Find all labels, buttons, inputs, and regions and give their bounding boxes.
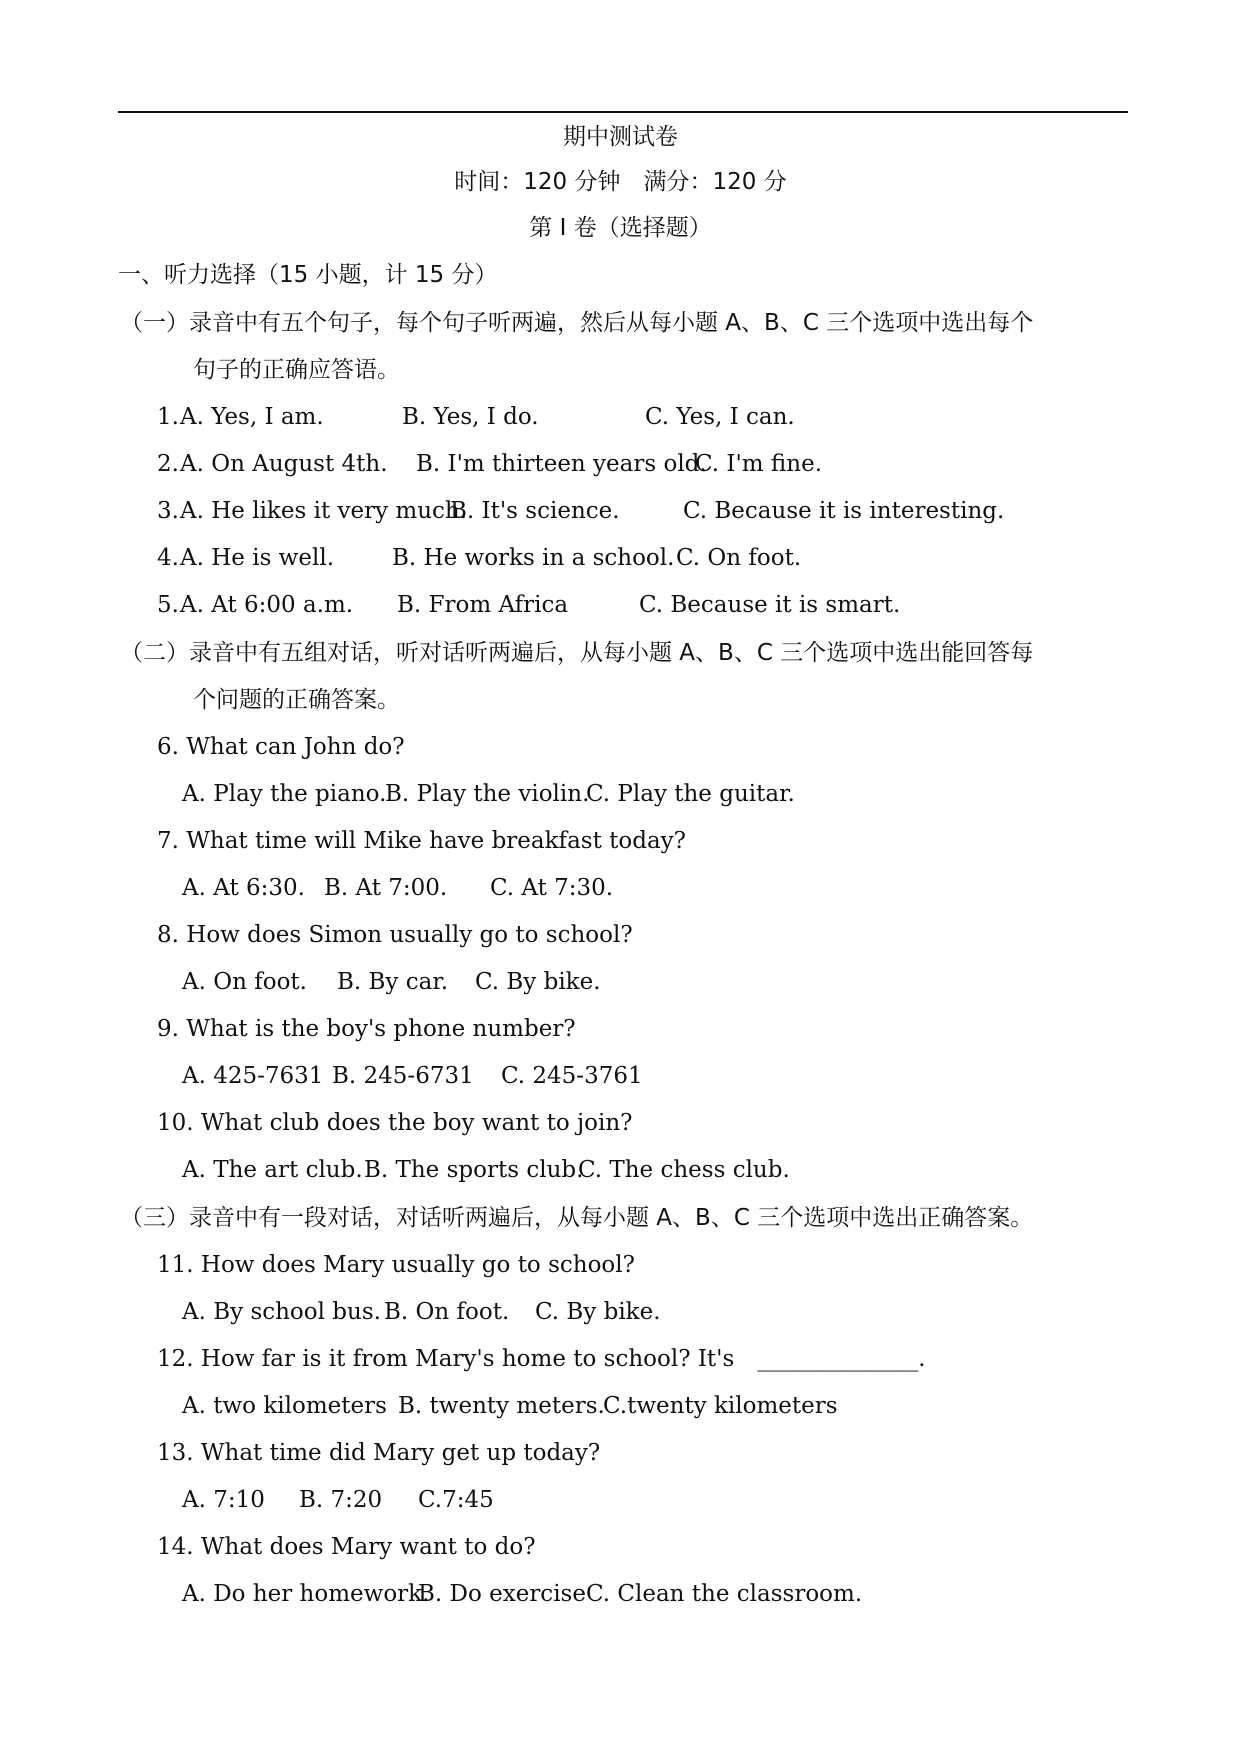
question-number: 1. xyxy=(157,404,179,430)
option-b: B. The sports club. xyxy=(364,1157,584,1183)
option-b: B. 7:20 xyxy=(299,1487,383,1513)
question-6: 6. What can John do? xyxy=(157,734,405,760)
option-c: C. The chess club. xyxy=(578,1157,790,1183)
part3-intro: （三）录音中有一段对话，对话听两遍后，从每小题 A、B、C 三个选项中选出正确答案。 xyxy=(120,1205,1034,1231)
question-7: 7. What time will Mike have breakfast today? xyxy=(157,828,686,854)
option-b: B. It's science. xyxy=(450,498,620,524)
options-12 xyxy=(182,1391,838,1421)
question-10: 10. What club does the boy want to join? xyxy=(157,1110,633,1136)
option-a: A. By school bus. xyxy=(182,1299,381,1325)
page-title: 期中测试卷 xyxy=(563,124,678,150)
option-b: B. Play the violin. xyxy=(385,781,590,807)
volume-title: 第 I 卷（选择题） xyxy=(529,215,712,241)
option-a: A. Yes, I am. xyxy=(180,404,324,430)
option-c: C. By bike. xyxy=(535,1299,661,1325)
section-heading: 一、听力选择（15 小题，计 15 分） xyxy=(118,262,498,288)
option-c: C. By bike. xyxy=(475,969,601,995)
option-b: B. Do exercise xyxy=(418,1581,586,1607)
options-6 xyxy=(182,779,795,809)
option-c: C. I'm fine. xyxy=(695,451,823,477)
option-b: B. I'm thirteen years old. xyxy=(416,451,707,477)
question-4 xyxy=(157,543,802,573)
option-c: C.twenty kilometers xyxy=(603,1393,838,1419)
question-8: 8. How does Simon usually go to school? xyxy=(157,922,633,948)
options-7 xyxy=(182,873,614,903)
option-c: C.7:45 xyxy=(418,1487,494,1513)
option-c: C. Because it is interesting. xyxy=(683,498,1005,524)
option-b: B. By car. xyxy=(337,969,449,995)
question-2 xyxy=(157,449,823,479)
question-13: 13. What time did Mary get up today? xyxy=(157,1440,601,1466)
question-9: 9. What is the boy's phone number? xyxy=(157,1016,576,1042)
part2-intro-cont: 个问题的正确答案。 xyxy=(193,687,400,713)
option-a: A. Do her homework. xyxy=(182,1581,430,1607)
option-c: C. Because it is smart. xyxy=(639,592,901,618)
exam-meta: 时间：120 分钟 满分：120 分 xyxy=(454,169,787,195)
option-a: A. At 6:00 a.m. xyxy=(180,592,354,618)
question-12: 12. How far is it from Mary's home to school? It's ______________. xyxy=(157,1346,926,1372)
option-b: B. twenty meters. xyxy=(398,1393,605,1419)
question-5 xyxy=(157,590,901,620)
options-10 xyxy=(182,1155,790,1185)
option-a: A. Play the piano. xyxy=(182,781,387,807)
option-b: B. On foot. xyxy=(384,1299,510,1325)
options-11 xyxy=(182,1297,661,1327)
question-14: 14. What does Mary want to do? xyxy=(157,1534,536,1560)
options-14 xyxy=(182,1579,863,1609)
options-9 xyxy=(182,1061,643,1091)
option-a: A. two kilometers xyxy=(182,1393,387,1419)
option-c: C. Clean the classroom. xyxy=(586,1581,863,1607)
question-number: 2. xyxy=(157,451,179,477)
question-11: 11. How does Mary usually go to school? xyxy=(157,1252,635,1278)
option-a: A. On foot. xyxy=(182,969,307,995)
option-a: A. 425-7631 xyxy=(182,1063,324,1089)
options-13 xyxy=(182,1485,494,1515)
option-a: A. 7:10 xyxy=(182,1487,265,1513)
top-rule xyxy=(118,111,1128,113)
option-c: C. At 7:30. xyxy=(490,875,614,901)
option-b: B. He works in a school. xyxy=(392,545,675,571)
option-c: C. Yes, I can. xyxy=(645,404,795,430)
option-a: A. He is well. xyxy=(180,545,335,571)
option-c: C. On foot. xyxy=(676,545,802,571)
option-b: B. Yes, I do. xyxy=(402,404,539,430)
option-b: B. At 7:00. xyxy=(324,875,448,901)
option-c: C. 245-3761 xyxy=(501,1063,643,1089)
part1-intro-cont: 句子的正确应答语。 xyxy=(193,357,400,383)
option-b: B. 245-6731 xyxy=(332,1063,474,1089)
option-a: A. The art club. xyxy=(182,1157,363,1183)
option-a: A. At 6:30. xyxy=(182,875,305,901)
question-number: 5. xyxy=(157,592,179,618)
question-number: 4. xyxy=(157,545,179,571)
option-a: A. On August 4th. xyxy=(180,451,388,477)
option-a: A. He likes it very much. xyxy=(180,498,468,524)
question-3 xyxy=(157,496,1005,526)
part2-intro: （二）录音中有五组对话，听对话听两遍后，从每小题 A、B、C 三个选项中选出能回答每 xyxy=(120,640,1034,666)
options-8 xyxy=(182,967,601,997)
part1-intro: （一）录音中有五个句子，每个句子听两遍，然后从每小题 A、B、C 三个选项中选出每个 xyxy=(120,310,1034,336)
option-c: C. Play the guitar. xyxy=(586,781,795,807)
option-b: B. From Africa xyxy=(397,592,569,618)
question-1 xyxy=(157,402,795,432)
question-number: 3. xyxy=(157,498,179,524)
